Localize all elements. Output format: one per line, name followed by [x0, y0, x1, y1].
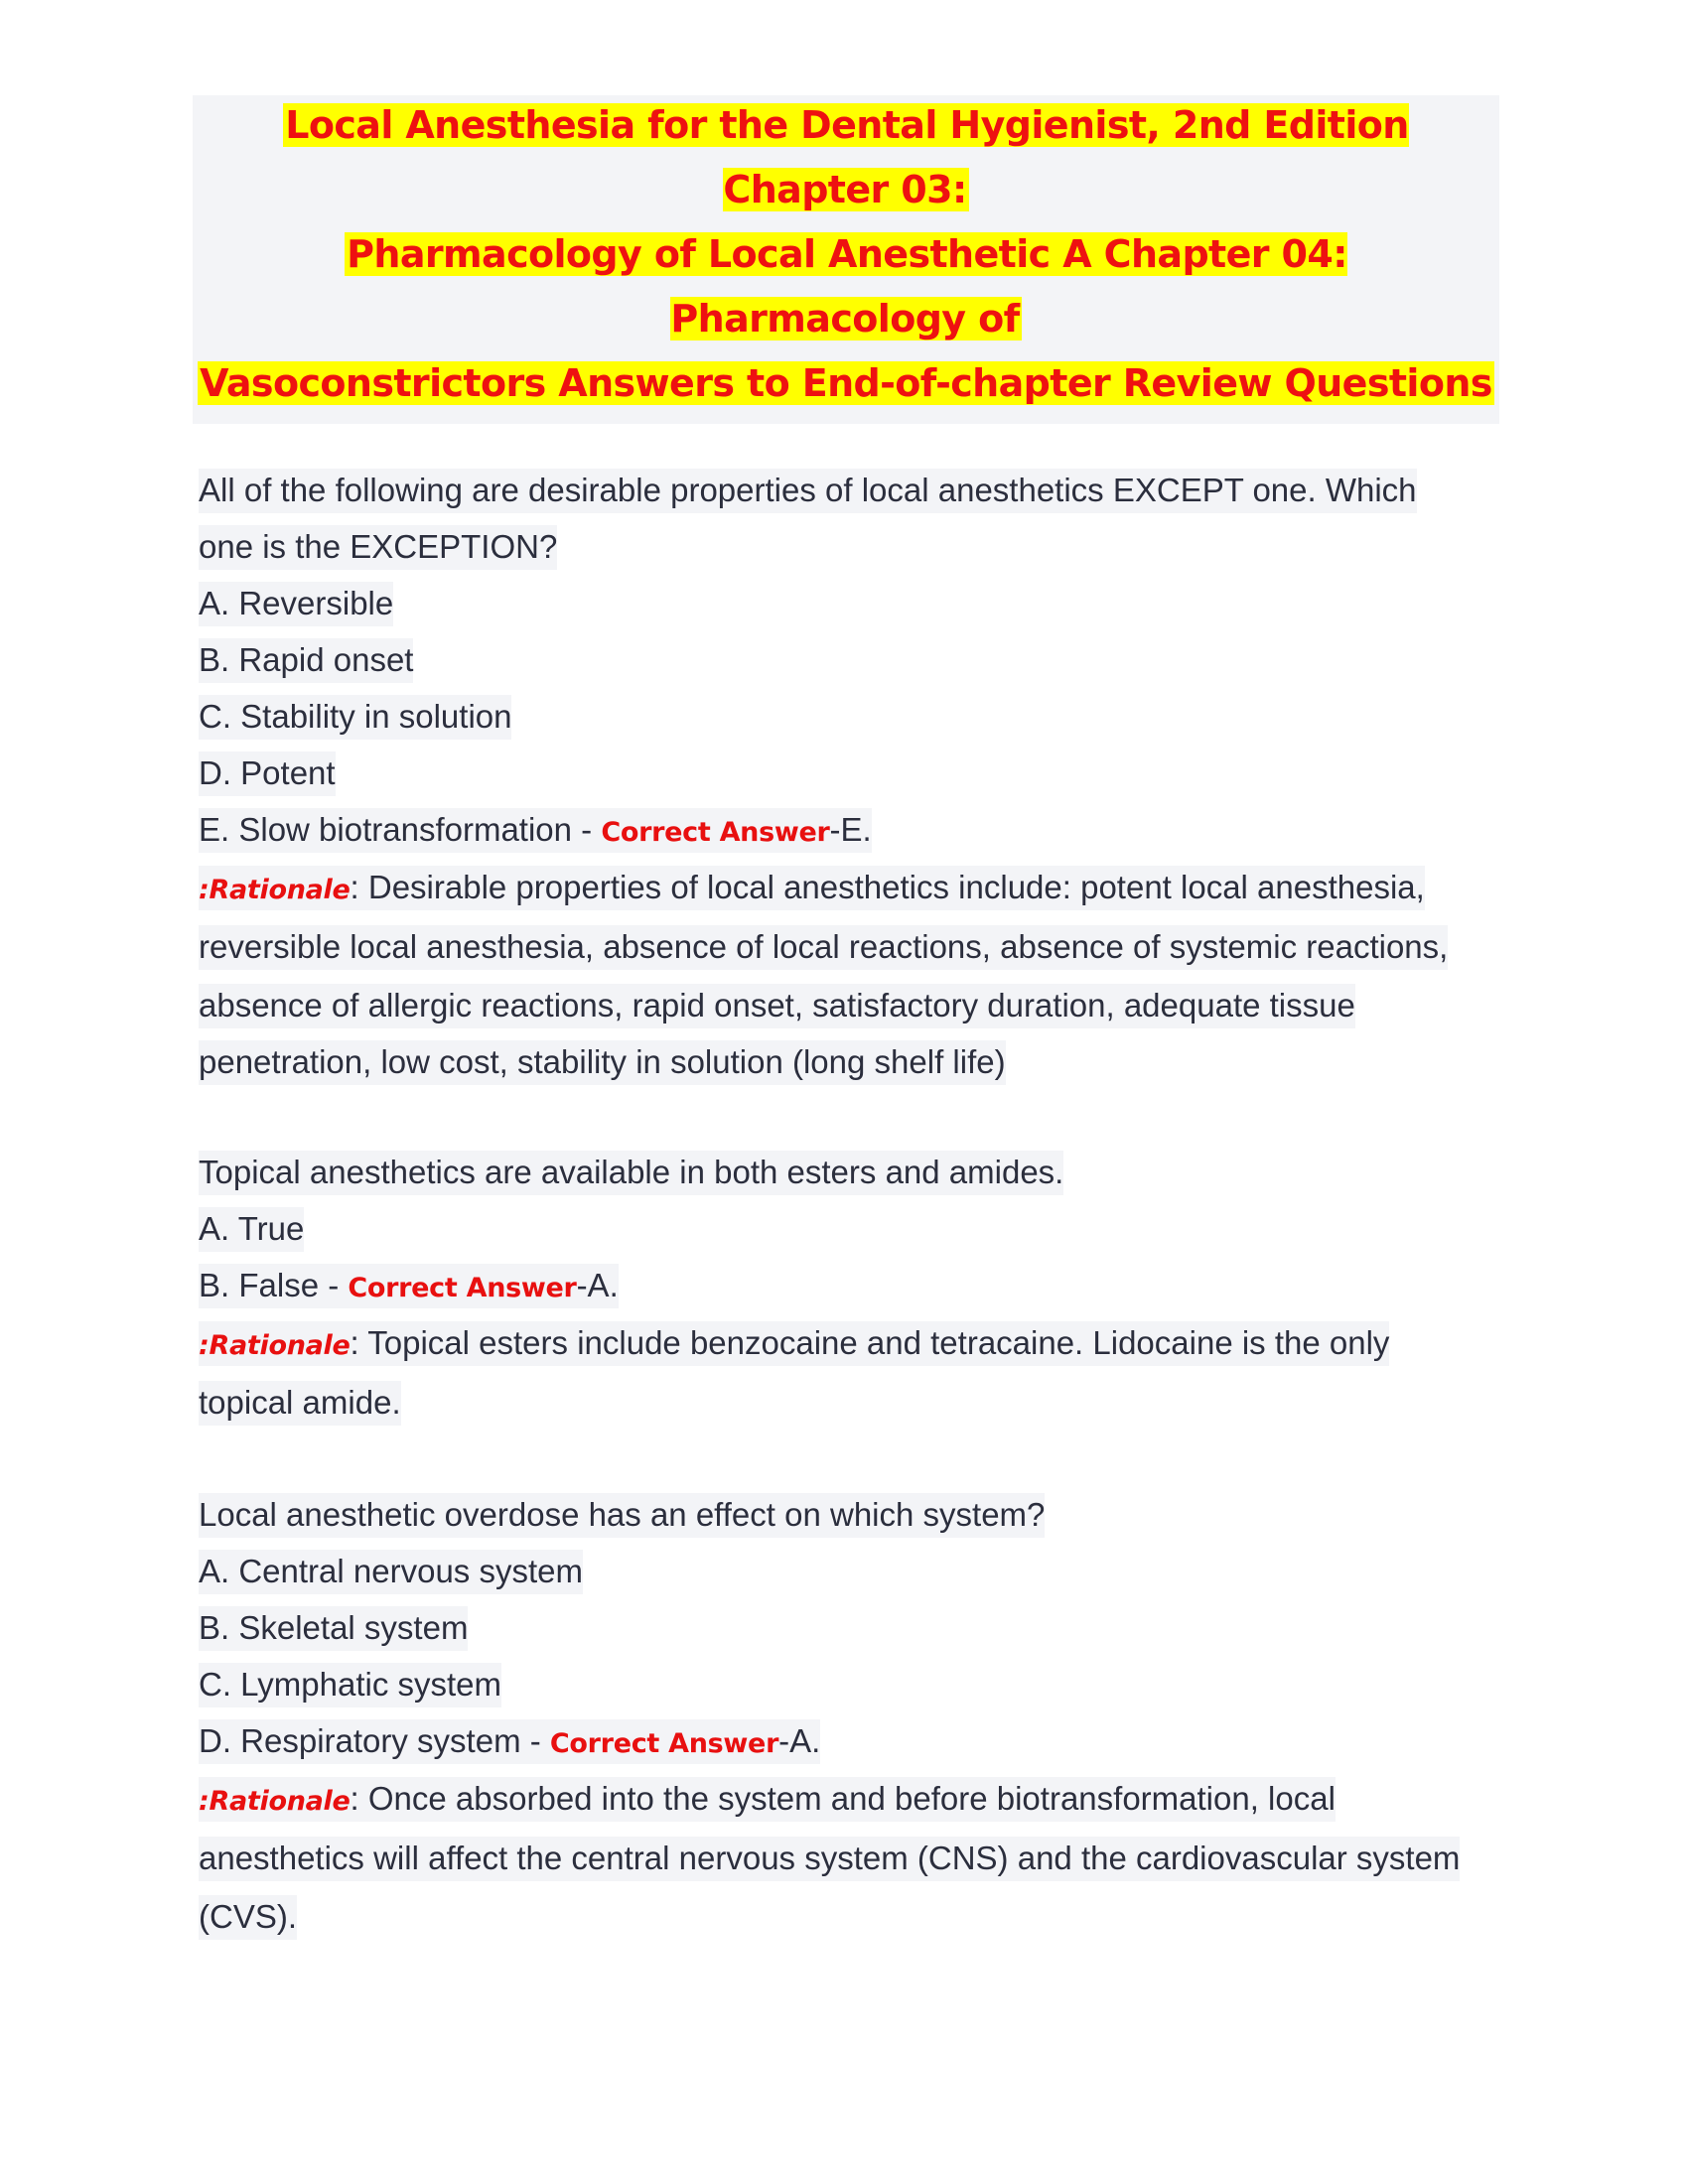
answer-option: D. Potent [199, 745, 1489, 801]
correct-answer-label: Correct Answer [601, 817, 830, 848]
rationale-line: anesthetics will affect the central nervous system (CNS) and the cardiovascular system [199, 1829, 1489, 1888]
title-line: Local Anesthesia for the Dental Hygienist, 2nd Edition Chapter 03: [285, 103, 1409, 211]
answer-option-text: D. Respiratory system - [199, 1722, 550, 1759]
question-1 [199, 462, 1489, 1090]
answer-option: B. Skeletal system [199, 1599, 1489, 1656]
rationale-line [199, 1769, 1489, 1829]
question-3 [199, 1486, 1489, 1945]
question-stem-line: one is the EXCEPTION? [199, 518, 1489, 575]
answer-option: A. True [199, 1200, 1489, 1257]
rationale-text: : Topical esters include benzocaine and tetracaine. Lidocaine is the only [350, 1324, 1390, 1361]
rationale-label: :Rationale [199, 1330, 351, 1361]
rationale-label: :Rationale [199, 875, 351, 905]
answer-option: A. Central nervous system [199, 1543, 1489, 1599]
rationale-text: : Once absorbed into the system and before biotransformation, local [350, 1780, 1336, 1817]
answer-option: B. Rapid onset [199, 631, 1489, 688]
question-2 [199, 1144, 1489, 1433]
correct-answer-label: Correct Answer [348, 1273, 577, 1303]
document-title [193, 95, 1499, 424]
rationale-line: reversible local anesthesia, absence of local reactions, absence of systemic reactions, [199, 917, 1489, 977]
rationale-line [199, 858, 1489, 917]
title-line: Pharmacology of Local Anesthetic A Chapter 04: Pharmacology of [347, 232, 1347, 341]
rationale-line [199, 1313, 1489, 1373]
rationale-line: absence of allergic reactions, rapid onset, satisfactory duration, adequate tissue [199, 977, 1489, 1033]
question-stem-line: Topical anesthetics are available in both esters and amides. [199, 1144, 1489, 1200]
correct-answer-value: -E. [829, 811, 872, 848]
correct-answer-label: Correct Answer [549, 1728, 779, 1759]
answer-option-text: B. False - [199, 1267, 349, 1303]
rationale-label: :Rationale [199, 1786, 351, 1817]
question-stem-line: All of the following are desirable properties of local anesthetics EXCEPT one. Which [199, 462, 1489, 518]
title-line: Vasoconstrictors Answers to End-of-chapter Review Questions [200, 361, 1492, 405]
rationale-line: penetration, low cost, stability in solution (long shelf life) [199, 1033, 1489, 1090]
answer-option: A. Reversible [199, 575, 1489, 631]
correct-answer-value: -A. [576, 1267, 619, 1303]
answer-option-text: E. Slow biotransformation - [199, 811, 602, 848]
correct-answer-value: -A. [778, 1722, 821, 1759]
answer-option: C. Stability in solution [199, 688, 1489, 745]
rationale-line: (CVS). [199, 1888, 1489, 1945]
answer-option: C. Lymphatic system [199, 1656, 1489, 1712]
rationale-text: : Desirable properties of local anesthetics include: potent local anesthesia, [350, 869, 1425, 905]
question-stem-line: Local anesthetic overdose has an effect on which system? [199, 1486, 1489, 1543]
rationale-line: topical amide. [199, 1373, 1489, 1433]
answer-option-with-key [199, 801, 1489, 858]
answer-option-with-key [199, 1712, 1489, 1769]
answer-option-with-key [199, 1257, 1489, 1313]
